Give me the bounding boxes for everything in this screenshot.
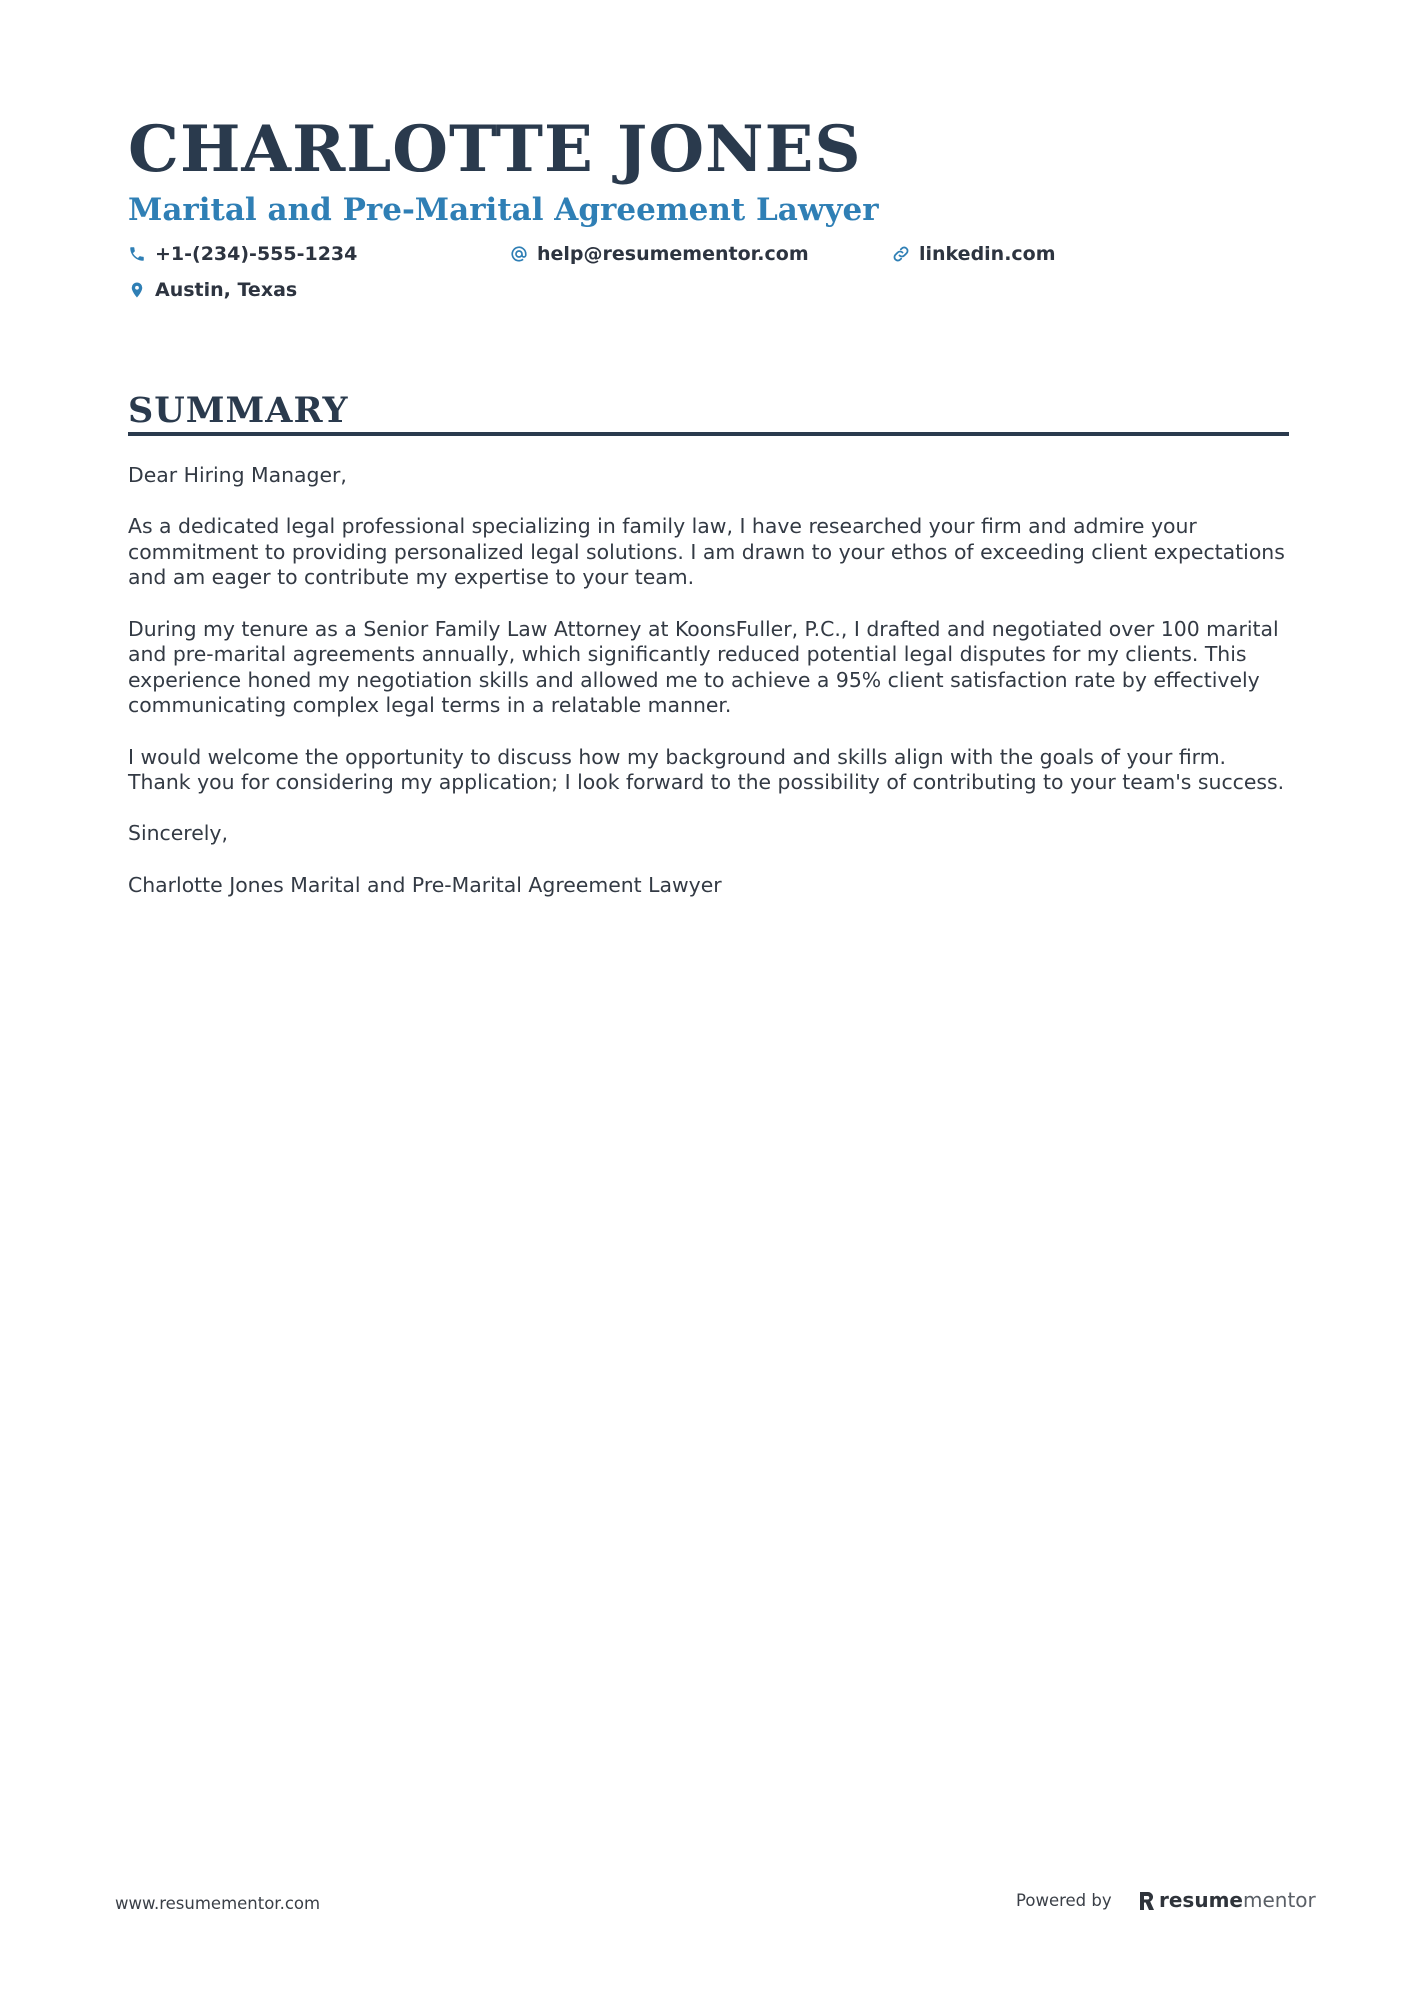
job-title: Marital and Pre-Marital Agreement Lawyer (128, 192, 879, 228)
candidate-name: CHARLOTTE JONES (128, 112, 862, 187)
summary-heading: SUMMARY (128, 390, 349, 431)
section-divider (128, 432, 1289, 436)
brand-name-light: mentor (1242, 1888, 1316, 1912)
powered-by-label: Powered by (1016, 1891, 1112, 1910)
letter-paragraph: As a dedicated legal professional specializing in family law, I have researched your firm and admire your commitment to providing personalized legal solutions. I am drawn to your ethos of exceeding client expectations and am eager to contribute my expertise to your team. (128, 514, 1285, 590)
link-icon (892, 245, 910, 263)
letter-closing: Sincerely, (128, 821, 228, 846)
location-pin-icon (128, 281, 146, 299)
contact-email (510, 241, 809, 267)
footer-website-link[interactable]: www.resumementor.com (115, 1894, 321, 1913)
brand-name-bold: resume (1159, 1888, 1243, 1912)
phone-icon (128, 245, 146, 263)
website-text[interactable]: linkedin.com (919, 243, 1056, 265)
contact-phone (128, 241, 357, 267)
cover-letter-body (128, 463, 1293, 924)
contact-location (128, 277, 297, 303)
letter-signature: Charlotte Jones Marital and Pre-Marital Agreement Lawyer (128, 872, 722, 897)
contact-website (892, 241, 1056, 267)
brand-logo[interactable] (1138, 1886, 1316, 1914)
phone-text: +1-(234)-555-1234 (155, 243, 358, 265)
letter-paragraph: During my tenure as a Senior Family Law Attorney at KoonsFuller, P.C., I drafted and negotiated over 100 marital and pre-marital agreements annually, which significantly reduced potential legal disputes for my clients. This experience honed my negotiation skills and allowed me to achieve a 95% client satisfaction rate by effectively communicating complex legal terms in a relatable manner. (128, 616, 1279, 718)
at-icon (510, 245, 528, 263)
resumementor-logo-icon (1138, 1890, 1155, 1910)
location-text: Austin, Texas (155, 279, 298, 301)
email-text[interactable]: help@resumementor.com (537, 243, 809, 265)
letter-salutation: Dear Hiring Manager, (128, 463, 347, 487)
letter-paragraph: I would welcome the opportunity to discuss how my background and skills align with the goals of your firm. Thank you for considering my application; I look forward to the possibility of contributing to your team's success. (128, 744, 1285, 795)
